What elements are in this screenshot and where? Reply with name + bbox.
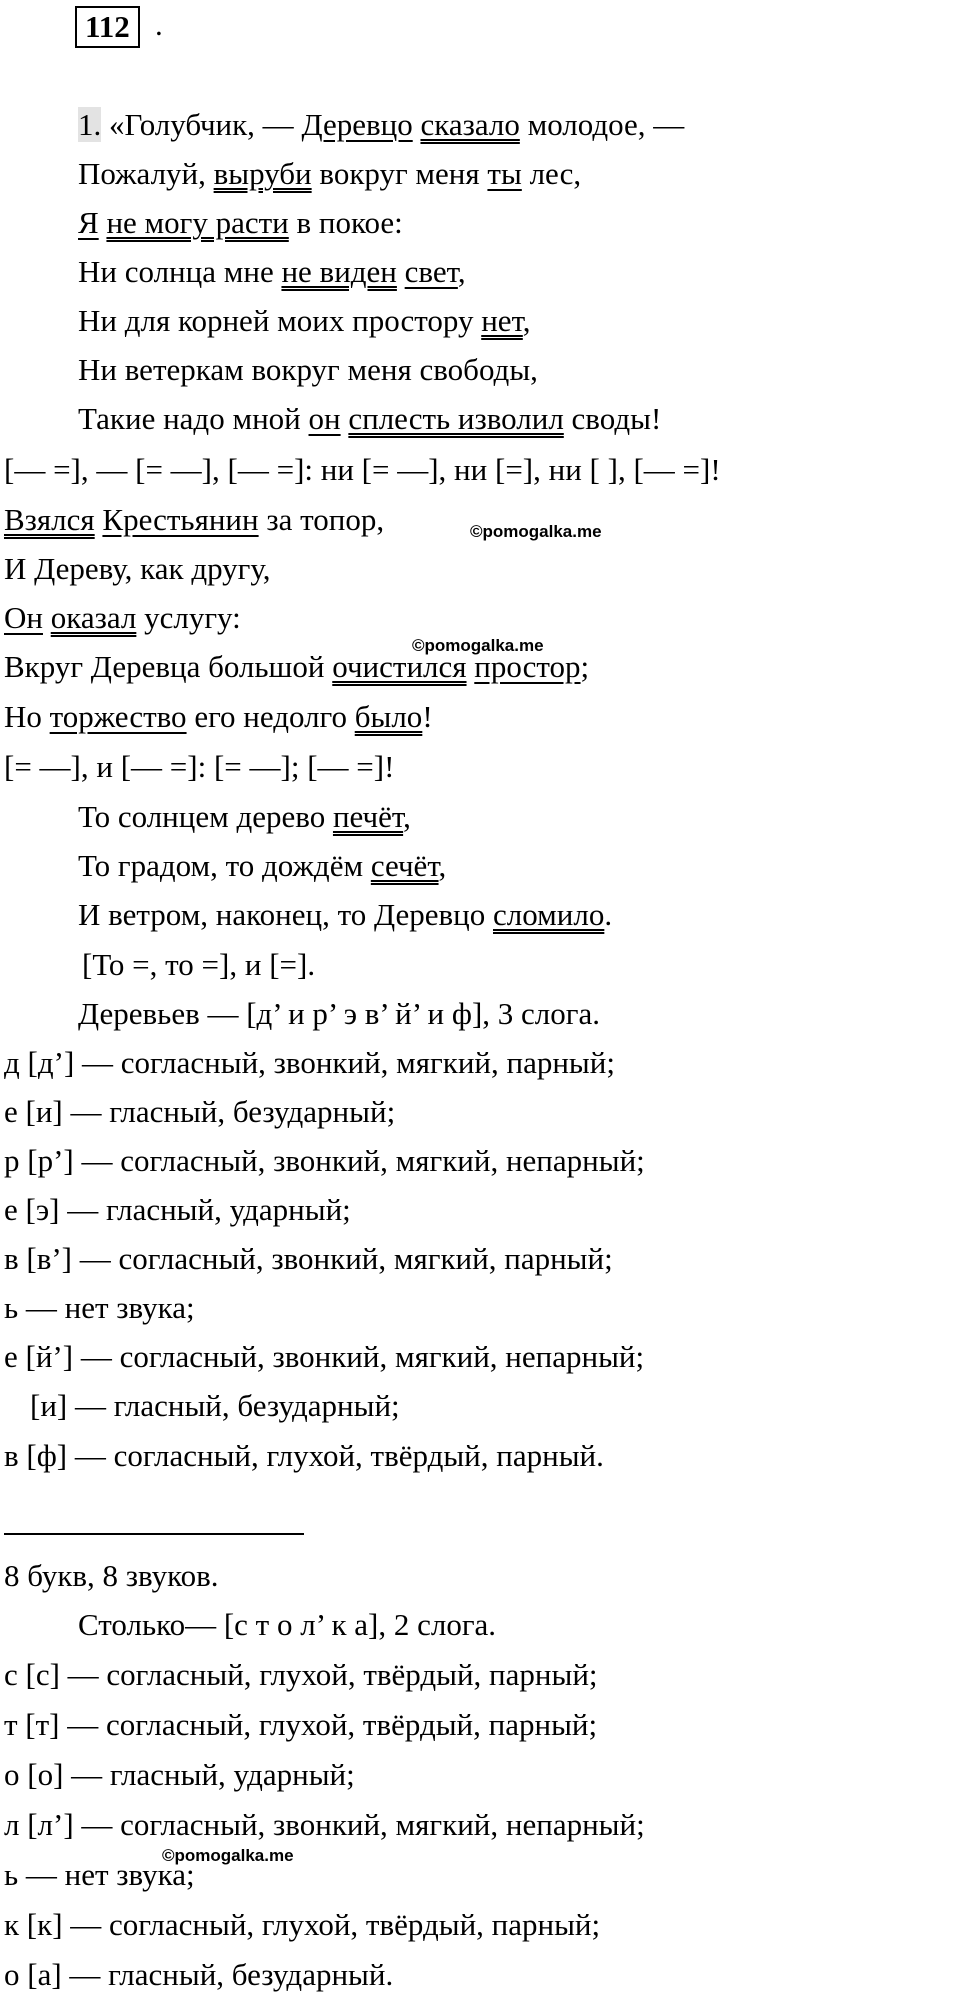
phonetic-line: т [т] — согласный, глухой, твёрдый, парный; [4,1707,598,1742]
predicate: не могу расти [106,205,289,240]
poem-line-9: И Дереву, как другу, [4,551,271,586]
subject: Он [4,600,43,635]
divider-line [4,1533,304,1535]
subject: Крестьянин [102,502,259,537]
phonetic-line: ь — нет звука; [4,1290,195,1325]
phonetic-line: о [о] — гласный, ударный; [4,1757,355,1792]
subject: торжество [49,699,187,734]
subject: он [308,401,341,436]
predicate: Взялся [4,502,95,537]
predicate: было [354,699,423,734]
predicate: печёт [332,799,404,834]
predicate: сломило [493,897,605,932]
phonetic-line: ь — нет звука; [4,1857,195,1892]
phonetic-line: л [л’] — согласный, звонкий, мягкий, непарный; [4,1807,645,1842]
subject: ты [487,156,522,191]
poem-line-7: Такие надо мной он сплесть изволил своды! [78,401,662,436]
phonetic-summary: 8 букв, 8 звуков. [4,1558,219,1593]
phonetic-line: в [в’] — согласный, звонкий, мягкий, парный; [4,1241,613,1276]
subject: Я [78,205,99,240]
poem-line-13: То солнцем дерево печёт, [78,799,411,834]
subject: свет [404,254,458,289]
predicate: выруби [213,156,312,191]
predicate: не виден [281,254,397,289]
task-number: 112 [75,6,140,48]
poem-line-1: 1. «Голубчик, — Деревцо сказало молодое, — [78,107,685,142]
predicate: нет [481,303,523,338]
phonetic-line: е [и] — гласный, безударный; [4,1094,396,1129]
sentence-scheme-2: [= —], и [— =]: [= —]; [— =]! [4,749,395,784]
poem-line-3: Я не могу расти в покое: [78,205,403,240]
phonetic-line: е [й’] — согласный, звонкий, мягкий, непарный; [4,1339,645,1374]
poem-line-4: Ни солнца мне не виден свет, [78,254,466,289]
subject: простор [474,649,581,684]
phonetic-line: р [р’] — согласный, звонкий, мягкий, непарный; [4,1143,645,1178]
poem-line-15: И ветром, наконец, то Деревцо сломило. [78,897,613,932]
subject: Деревцо [301,107,413,142]
predicate: оказал [50,600,137,635]
phonetic-line: [и] — гласный, безударный; [30,1388,400,1423]
phonetic-line: о [а] — гласный, безударный. [4,1957,394,1992]
predicate: очистился [332,649,467,684]
poem-line-12: Но торжество его недолго было! [4,699,433,734]
sentence-scheme-3: [То =, то =], и [=]. [82,947,316,982]
watermark: ©pomogalka.me [470,522,602,541]
sentence-scheme-1: [— =], — [= —], [— =]: ни [= —], ни [=], ни [ ], [— =]! [4,452,721,487]
poem-line-5: Ни для корней моих простору нет, [78,303,531,338]
predicate: сечёт [370,848,439,883]
phonetic-header-2: Столько— [с т о л’ к а], 2 слога. [78,1607,497,1642]
item-number: 1. [78,107,102,142]
poem-line-10: Он оказал услугу: [4,600,241,635]
phonetic-line: е [э] — гласный, ударный; [4,1192,351,1227]
task-number-dot: . [155,7,163,42]
predicate: сказало [420,107,520,142]
poem-line-11: Вкруг Деревца большой очистился простор; [4,649,590,684]
phonetic-header-1: Деревьев — [д’ и р’ э в’ й’ и ф], 3 слога. [78,996,600,1031]
poem-line-6: Ни ветеркам вокруг меня свободы, [78,352,538,387]
watermark: ©pomogalka.me [162,1846,294,1865]
phonetic-line: д [д’] — согласный, звонкий, мягкий, парный; [4,1045,615,1080]
predicate: сплесть изволил [348,401,564,436]
phonetic-line: в [ф] — согласный, глухой, твёрдый, парный. [4,1438,604,1473]
phonetic-line: с [с] — согласный, глухой, твёрдый, парный; [4,1657,598,1692]
watermark: ©pomogalka.me [412,636,544,655]
poem-line-14: То градом, то дождём сечёт, [78,848,447,883]
phonetic-line: к [к] — согласный, глухой, твёрдый, парный; [4,1907,601,1942]
poem-line-2: Пожалуй, выруби вокруг меня ты лес, [78,156,582,191]
poem-line-8: Взялся Крестьянин за топор, [4,502,385,537]
